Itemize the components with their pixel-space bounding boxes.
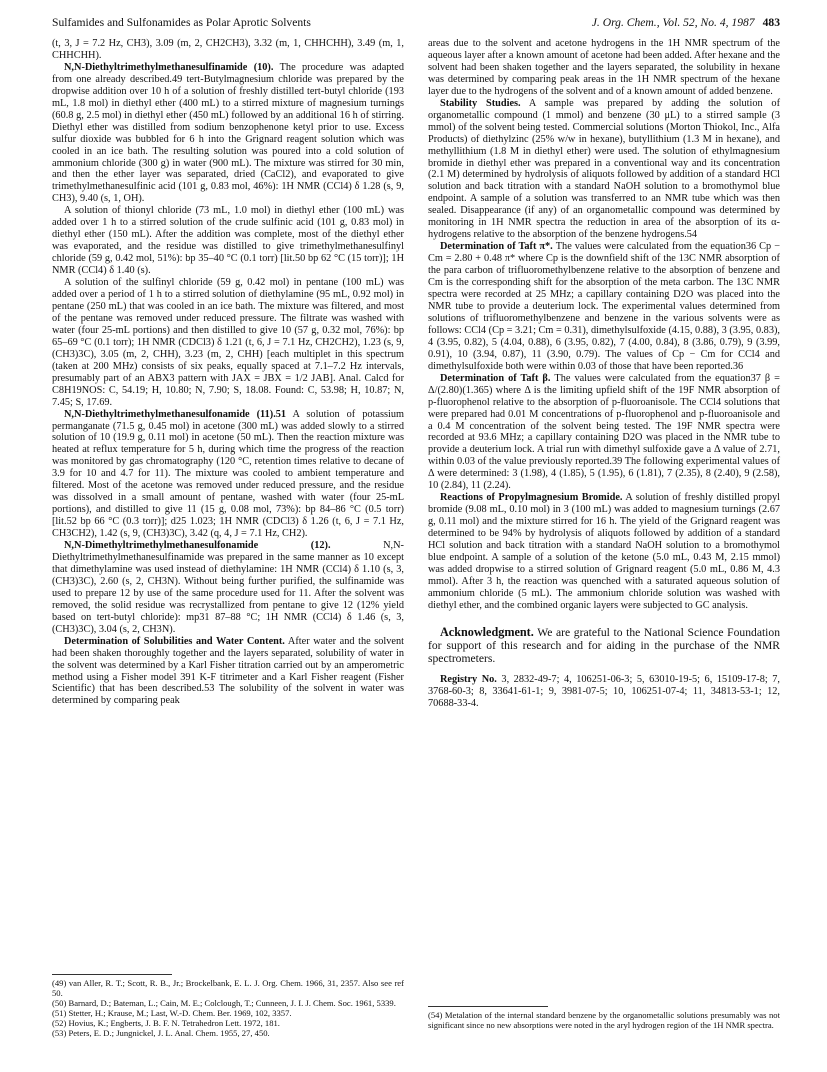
paragraph	[428, 241, 780, 372]
footnote: (50) Barnard, D.; Bateman, L.; Cain, M. E.; Colclough, T.; Cunneen, J. I. J. Chem. Soc. 1961, 5339.	[52, 997, 396, 1008]
footnote: (54) Metalation of the internal standard benzene by the organometallic solutions presumably was not significant since no new absorptions were noted in the aryl hydrogen region of the 1H NMR spectra.	[428, 1010, 780, 1030]
footnote: (51) Stetter, H.; Krause, M.; Last, W.-D. Chem. Ber. 1969, 102, 3357.	[52, 1007, 292, 1018]
paragraph-text: The values were calculated from the equation37 β = Δ/(2.80)(1.365) where Δ is the limiting upfield shift of the 19F NMR absorption of p-fluorophenol relative to the absorption of p-fluoroanisole. The CCl4 solutions that were prepared had 0.01 M concentrations of p-fluorophenol and p-fluoroanisole and a 0.4 M concentration of the solvent being tested. The 19F NMR spectra were recorded at 93.6 MHz; a capillary containing D2O was placed in the NMR tube to provide a deuterium lock. A trial run with dimethyl sulfoxide gave a Δ value of 2.71, within 0.03 of the value previously reported.39 The following experimental values of Δ were determined: 3 (1.98), 4 (1.85), 5 (1.95), 6 (1.81), 7 (2.35), 8 (2.40), 9 (2.58), 10 (2.84), 11 (2.24).	[428, 372, 780, 492]
paragraph	[52, 540, 404, 636]
paragraph	[52, 277, 404, 408]
footnote: (52) Hovius, K.; Engberts, J. B. F. N. Tetrahedron Lett. 1972, 181.	[52, 1017, 280, 1028]
running-title: Sulfamides and Sulfonamides as Polar Aprotic Solvents	[52, 16, 311, 29]
footnote: (49) van Aller, R. T.; Scott, R. B., Jr.; Brockelbank, E. L. J. Org. Chem. 1966, 31, 2357. Also see ref 50.	[52, 978, 404, 998]
paragraph	[52, 205, 404, 277]
paragraph	[428, 373, 780, 493]
paragraph-text: A solution of potassium permanganate (71.5 g, 0.45 mol) in acetone (300 mL) was added slowly to a stirred solution of 10 (19.9 g, 0.11 mol) in acetone (50 mL). Then the reaction mixture was heated at reflux temperature for 5 h, during which time the progress of the reaction was monitored by gas chromatography (120 °C, retention times relative to decane of 3.9 for 10 and 4.7 for 11). The mixture was cooled to ambient temperature and filtered. Most of the acetone was removed under reduced pressure, and the residue was dissolved in a small amount of pentane, washed with water (four 25-mL portions), and distilled to give 11 (15 g, 0.08 mol, 73%): bp 84–86 °C (0.5 torr) [lit.52 bp 66 °C (0.3 torr)]; d25 1.023; 1H NMR (CDCl3) δ 1.26 (t, 6, J = 7.1 Hz, CH3CH2), 1.42 (s, 9, (CH3)3C), 3.42 (q, 4, J = 7.1 Hz, CH2).	[52, 408, 404, 540]
section-heading: Determination of Taft π*.	[440, 241, 553, 253]
right-footnotes	[428, 1006, 780, 1031]
paragraph-text: (t, 3, J = 7.2 Hz, CH3), 3.09 (m, 2, CH2CH3), 3.32 (m, 1, CHHCHH), 3.49 (m, 1, CHHCHH).	[52, 38, 404, 61]
acknowledgment-text: We are grateful to the National Science Foundation for support of this research and for aiding in the purchase of the NMR spectrometers.	[428, 625, 780, 666]
page-header	[52, 16, 780, 32]
paragraph	[52, 409, 404, 540]
left-footnotes	[52, 974, 404, 1038]
registry-numbers	[428, 674, 780, 710]
paragraph-text: A solution of the sulfinyl chloride (59 g, 0.42 mol) in pentane (100 mL) was added over a period of 1 h to a stirred solution of diethylamine (95 mL, 0.92 mol) in pentane (250 mL) that was cooled in an ice bath. The mixture was filtered, and most of the pentane was removed under reduced pressure. The filtrate was washed with water (four 25-mL portions) and then distilled to give 10 (57 g, 0.32 mol, 76%): bp 65–69 °C (0.1 torr); 1H NMR (CDCl3) δ 1.21 (t, 6, J = 7.1 Hz, CH2CH2), 1.23 (s, 9, (CH3)3C), 3.05 (m, 2, CHH), 3.23 (m, 2, CHH) [each multiplet in this spectrum (taken at 200 MHz) consists of six peaks, equally spaced at 7.1–7.2 Hz intervals, presumably part of an ABX3 pattern with JAX = JBX = 1/2 JAB]. Anal. Calcd for C8H19NOS: C, 54.19; H, 10.80; N, 7.90; S, 18.08. Found: C, 53.98; H, 10.87; N, 7.45; S, 17.69.	[52, 277, 404, 408]
section-heading: Determination of Solubilities and Water Content.	[64, 635, 285, 647]
section-heading: N,N-Diethyltrimethylmethanesulfonamide (11).51	[64, 408, 287, 420]
footnote-rule	[52, 974, 172, 975]
paragraph-text: areas due to the solvent and acetone hydrogens in the 1H NMR spectrum of the aqueous layer after a known amount of acetone had been added. After hexane and the solvent had been shaken together and the layers separated, the solubility in hexane was determined by comparing peak areas in the 1H NMR spectrum of the hexane layer due to the hydrogens of the solvent and of a known amount of added benzene.	[428, 38, 780, 97]
paragraph-text: A solution of freshly distilled propyl bromide (9.08 mL, 0.10 mol) in 3 (100 mL) was added to magnesium turnings (2.67 g, 0.11 mol) and the mixture stirred for 16 h. The yield of the Grignard reagent was determined to be 94% by hydrolysis of aliquots followed by addition of a standard HCl solution and back titration with a standard NaOH solution to a bromothymol blue endpoint. A sample of a solution of the ketone (5.0 mL, 0.43 M, 2.15 mmol) was added dropwise to a stirred solution of Grignard reagent (5.0 mL, 0.86 M, 4.3 mmol). After 3 h, the reaction was quenched with a saturated aqueous solution of ammonium chloride (5 mL). The ammonium chloride solution was washed with diethyl ether, and the combined organic layers were subjected to GC analysis.	[428, 492, 780, 611]
right-column	[428, 38, 780, 710]
section-heading: N,N-Diethyltrimethylmethanesulfinamide (10).	[64, 61, 274, 73]
registry-heading: Registry No.	[440, 673, 497, 685]
paragraph	[52, 636, 404, 708]
footnote-rule	[428, 1006, 548, 1007]
acknowledgment-heading: Acknowledgment.	[440, 624, 534, 639]
left-column	[52, 38, 404, 707]
page-number: 483	[762, 16, 780, 29]
paragraph	[428, 492, 780, 612]
paragraph-text: N,N-Diethyltrimethylmethanesulfinamide was prepared in the same manner as 10 except that dimethylamine was used instead of diethylamine: 1H NMR (CCl4) δ 1.10 (s, 3, (CH3)3C), 2.60 (s, 2, CH3N). Without being further purified, the sulfinamide was used to prepare 12 by use of the same procedure used for 11. After the solvent was removed, the solid residue was recrystallized from pentane to give 12 (12% yield based on tert-butyl chloride): mp31 87–88 °C; 1H NMR (CCl4) δ 1.46 (s, 3, (CH3)3C), 3.04 (s, 2, CH3N).	[52, 540, 404, 635]
paragraph-text: The values were calculated from the equation36 Cp − Cm = 2.80 + 0.48 π* where Cp is the downfield shift of the 13C NMR absorption of the para carbon of trifluoromethylbenzene relative to the absorption of benzene and Cm is the corresponding shift for the absorption of the meta carbon. The 13C NMR spectra were recorded at 25 MHz; a capillary containing D2O was placed into the NMR tube to provide a deuterium lock. The experimental values determined from solutions of trifluoromethylbenzene and benzene in the various solvents were as follows: CCl4 (Cp = 3.21; Cm = 0.31), dimethylsulfoxide (4.15, 0.88), 3 (3.95, 0.83), 4 (3.95, 0.82), 5 (4.04, 0.88), 6 (3.95, 0.82), 7 (4.00, 0.84), 8 (3.86, 0.79), 9 (3.99, 0.91), 10 (3.94, 0.87), 11 (3.90, 0.79). The values of Cp − Cm for CCl4 and dimethylsulfoxide both were within 0.03 of those that have been reported.36	[428, 241, 780, 372]
paragraph	[52, 62, 404, 205]
section-heading: Determination of Taft β.	[440, 372, 551, 384]
section-heading: Reactions of Propylmagnesium Bromide.	[440, 492, 623, 504]
journal-name: J. Org. Chem., Vol. 52, No. 4, 1987	[591, 16, 755, 29]
paragraph	[52, 38, 404, 62]
paragraph-text: After water and the solvent had been shaken thoroughly together and the layers separated, solubility of water in the solvent was determined by a Karl Fisher titration carried out by an amperometric method using a Fisher model 391 K-F titrimeter and a Karl Fisher reagent (Fisher Scientific) that has been described.53 The solubility of the solvent in water was determined by comparing peak	[52, 635, 404, 707]
paragraph	[428, 98, 780, 241]
section-heading: N,N-Dimethyltrimethylmethanesulfonamide (12).	[64, 540, 331, 552]
right-column-body	[428, 38, 780, 612]
paragraph-text: The procedure was adapted from one already described.49 tert-Butylmagnesium chloride was prepared by the dropwise addition over 10 h of a solution of freshly distilled tert-butyl chloride (193 mL, 1.8 mol) in diethyl ether (400 mL) to a stirred mixture of magnesium turnings (60.8 g, 2.5 mol) in diethyl ether (450 mL) followed by an additional 16 h of stirring. Diethyl ether was distilled from sodium benzophenone ketyl prior to use. Excess sulfur dioxide was bubbled for 6 h into the Grignard reagent solution which was cooled in an ice bath. The resulting solution was poured into a cold solution of ammonium chloride (300 g) in water (900 mL). The mixture was stirred for 30 min, and then the ether layer was separated, dried (CaCl2), and evaporated to give trimethylmethanesulfinic acid (101 g, 0.83 mol, 46%): 1H NMR (CCl4) δ 1.28 (s, 9, CH3), 9.40 (s, 1, OH).	[52, 61, 404, 205]
acknowledgment	[428, 626, 780, 666]
section-heading: Stability Studies.	[440, 97, 521, 109]
paragraph	[428, 38, 780, 98]
paragraph-text: A solution of thionyl chloride (73 mL, 1.0 mol) in diethyl ether (100 mL) was added over 1 h to a stirred solution of the crude sulfinic acid (101 g, 0.83 mol) in diethyl ether (150 mL). After the addition was complete, most of the diethyl ether was evaporated, and the residue was distilled to give trimethylmethanesulfinyl chloride (59 g, 0.42 mol, 51%): bp 35–40 °C (0.1 torr) [lit.50 bp 62 °C (15 torr)]; 1H NMR (CCl4) δ 1.40 (s).	[52, 205, 404, 277]
paragraph-text: A sample was prepared by adding the solution of organometallic compound (1 mmol) and benzene (30 μL) to a stirred sample (3 mmol) of the solvent being tested. Commercial solutions (Morton Thiokol, Inc., Alfa Products) of diethylzinc (25% w/w in hexane), butyllithium (1.3 M in hexane), and methyllithium (1.8 M in diethyl ether) were used. The solution of ethylmagnesium bromide in diethyl ether was prepared in a conventional way and its concentration (2.1 M) determined by hydrolysis of aliquots followed by addition of a standard HCl solution and back titration with a standard NaOH solution to a bromothymol blue endpoint. A sample of a solution was transferred to an NMR tube which was then sealed. Disappearance (if any) of an organometallic compound was determined by monitoring in 1H NMR spectra the reduction in area of the absorption of its α-hydrogens relative to the absorption of the benzene hydrogens.54	[428, 97, 781, 241]
journal-citation	[592, 16, 780, 29]
registry-text: 3, 2832-49-7; 4, 106251-06-3; 5, 63010-19-5; 6, 15109-17-8; 7, 3768-60-3; 8, 33641-61-1; 9, 3981-07-5; 10, 106251-07-4; 11, 34813-53-1; 12, 70688-33-4.	[428, 673, 780, 709]
footnote: (53) Peters, E. D.; Jungnickel, J. L. Anal. Chem. 1955, 27, 450.	[52, 1027, 270, 1038]
